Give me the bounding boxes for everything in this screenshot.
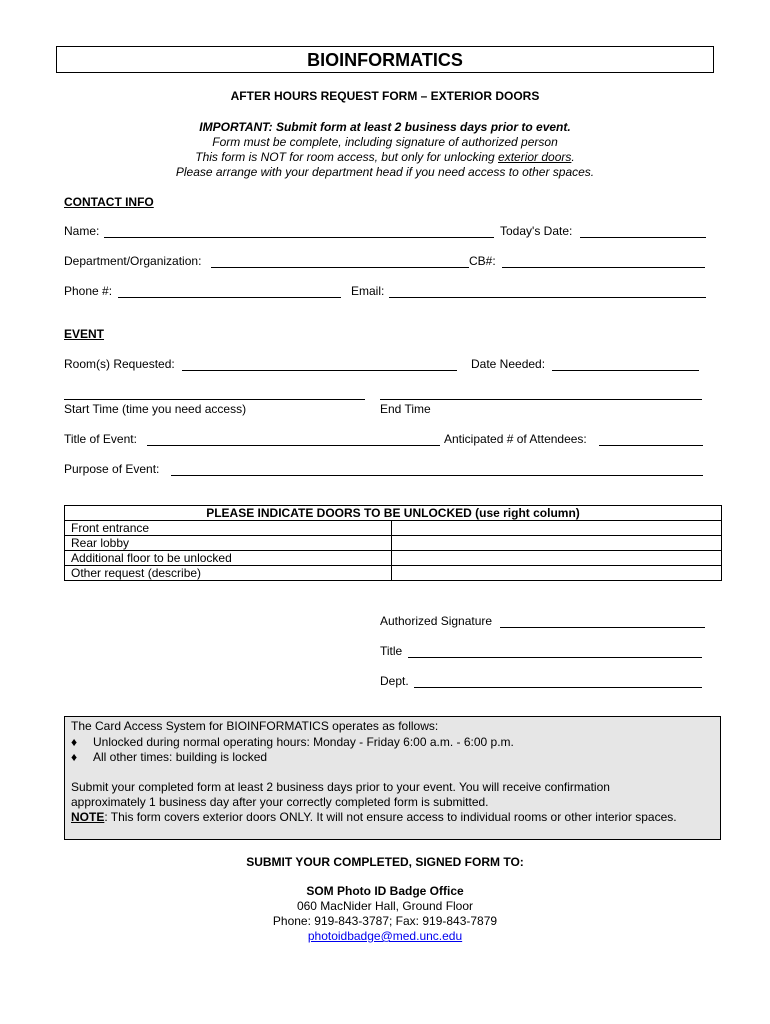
authorized-signature-field[interactable] xyxy=(500,627,705,628)
phone-label: Phone #: xyxy=(64,284,113,298)
info-bullet-hours: ♦ Unlocked during normal operating hours: Monday - Friday 6:00 a.m. - 6:00 p.m. xyxy=(71,735,514,749)
attendees-label: Anticipated # of Attendees: xyxy=(444,432,587,446)
submit-heading: SUBMIT YOUR COMPLETED, SIGNED FORM TO: xyxy=(246,855,524,869)
office-email-link[interactable]: photoidbadge@med.unc.edu xyxy=(307,929,463,943)
rooms-requested-label: Room(s) Requested: xyxy=(64,357,175,371)
access-note: This form is NOT for room access, but only for unlocking exterior doors. xyxy=(195,150,575,164)
cb-field[interactable] xyxy=(502,267,705,268)
info-intro: The Card Access System for BIOINFORMATICS operates as follows: xyxy=(71,719,439,733)
table-row xyxy=(65,521,722,536)
date-needed-field[interactable] xyxy=(552,370,699,371)
completion-note: Form must be complete, including signature of authorized person xyxy=(212,135,558,149)
table-row xyxy=(65,536,722,551)
date-needed-label: Date Needed: xyxy=(471,357,546,371)
phone-field[interactable] xyxy=(118,297,341,298)
signer-title-label: Title xyxy=(380,644,403,658)
start-time-label: Start Time (time you need access) xyxy=(64,402,247,416)
door-label: Rear lobby xyxy=(65,536,392,551)
email-label: Email: xyxy=(351,284,385,298)
office-phone-fax: Phone: 919-843-3787; Fax: 919-843-7879 xyxy=(272,914,498,928)
department-label: Department/Organization: xyxy=(64,254,202,268)
purpose-field[interactable] xyxy=(171,475,703,476)
info-note: NOTE: This form covers exterior doors ONLY. It will not ensure access to individual rooms or other interior spaces. xyxy=(71,810,677,824)
contact-info-heading: CONTACT INFO xyxy=(64,195,154,209)
door-entry-cell[interactable] xyxy=(392,566,722,581)
exterior-doors-text: exterior doors xyxy=(498,150,572,164)
end-time-field[interactable] xyxy=(380,399,702,400)
door-entry-cell[interactable] xyxy=(392,536,722,551)
todays-date-field[interactable] xyxy=(580,237,706,238)
table-row xyxy=(65,551,722,566)
doors-table-heading: PLEASE INDICATE DOORS TO BE UNLOCKED (use right column) xyxy=(65,506,722,521)
office-name: SOM Photo ID Badge Office xyxy=(306,884,464,898)
note-label: NOTE xyxy=(71,810,105,824)
diamond-bullet-icon: ♦ xyxy=(71,735,78,749)
form-subtitle: AFTER HOURS REQUEST FORM – EXTERIOR DOORS xyxy=(230,89,540,103)
cb-label: CB#: xyxy=(469,254,496,268)
doors-table xyxy=(64,505,722,581)
info-submit-line2: approximately 1 business day after your correctly completed form is submitted. xyxy=(71,795,489,809)
info-submit-line1: Submit your completed form at least 2 business days prior to your event. You will receive confirmation xyxy=(71,780,610,794)
email-field[interactable] xyxy=(389,297,706,298)
door-label: Front entrance xyxy=(65,521,392,536)
name-field[interactable] xyxy=(104,237,494,238)
event-heading: EVENT xyxy=(64,327,105,341)
diamond-bullet-icon: ♦ xyxy=(71,750,78,764)
important-notice: IMPORTANT: Submit form at least 2 business days prior to event. xyxy=(199,120,571,134)
arrange-note: Please arrange with your department head if you need access to other spaces. xyxy=(175,165,595,179)
start-time-field[interactable] xyxy=(64,399,365,400)
event-title-label: Title of Event: xyxy=(64,432,137,446)
department-field[interactable] xyxy=(211,267,469,268)
attendees-field[interactable] xyxy=(599,445,703,446)
event-title-field[interactable] xyxy=(147,445,440,446)
door-label: Other request (describe) xyxy=(65,566,392,581)
signer-dept-field[interactable] xyxy=(414,687,702,688)
info-bullet-locked: ♦ All other times: building is locked xyxy=(71,750,268,764)
card-access-info-box xyxy=(64,716,721,840)
end-time-label: End Time xyxy=(380,402,431,416)
signer-title-field[interactable] xyxy=(408,657,702,658)
office-address: 060 MacNider Hall, Ground Floor xyxy=(296,899,474,913)
todays-date-label: Today's Date: xyxy=(500,224,573,238)
door-entry-cell[interactable] xyxy=(392,551,722,566)
table-row xyxy=(65,566,722,581)
rooms-requested-field[interactable] xyxy=(182,370,457,371)
door-entry-cell[interactable] xyxy=(392,521,722,536)
authorized-signature-label: Authorized Signature xyxy=(380,614,493,628)
form-title: BIOINFORMATICS xyxy=(56,46,714,73)
door-label: Additional floor to be unlocked xyxy=(65,551,392,566)
signer-dept-label: Dept. xyxy=(380,674,409,688)
name-label: Name: xyxy=(64,224,100,238)
table-header-row xyxy=(65,506,722,521)
purpose-label: Purpose of Event: xyxy=(64,462,160,476)
